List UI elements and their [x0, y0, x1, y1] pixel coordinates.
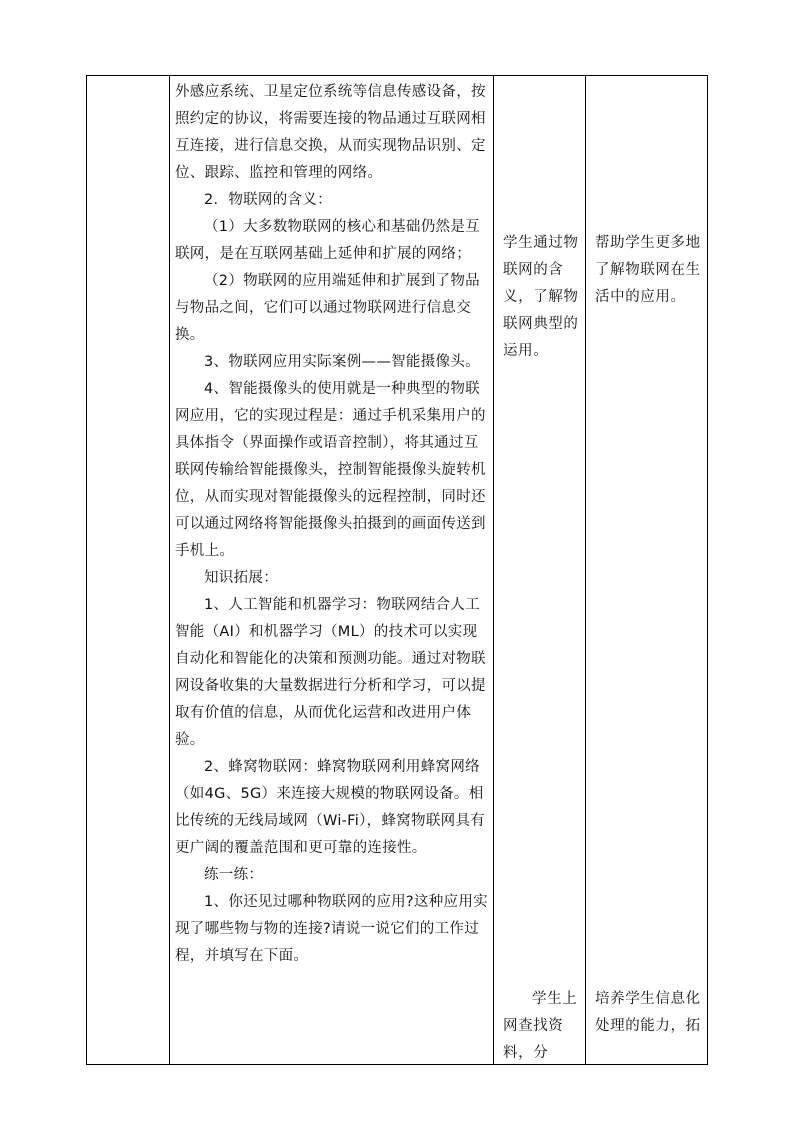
content-paragraph: 知识拓展：	[204, 570, 278, 586]
student-activity-text: 学生通过物联网的含义，了解物联网典型的运用。	[503, 235, 579, 359]
content-paragraph: 4、智能摄像头的使用就是一种典型的物联网应用，它的实现过程是：通过手机采集用户的具体指令（界面操作或语音控制），将其通过互联网传输给智能摄像头，控制智能摄像头旋转机位，从而实现对智能摄像头的远程控制，同时还可以通过网络将智能摄像头拍摄到的画面传送到手机上。	[175, 381, 486, 559]
student-activity-text: 学生上网查找资料，分	[503, 991, 578, 1061]
content-paragraph: （1）大多数物联网的核心和基础仍然是互联网，是在互联网基础上延伸和扩展的网络；	[175, 219, 480, 262]
content-paragraph: 练一练：	[204, 867, 264, 883]
content-paragraph: 3、物联网应用实际案例——智能摄像头。	[204, 354, 480, 370]
content-paragraph: 1、你还见过哪种物联网的应用?这种应用实现了哪些物与物的连接?请说一说它们的工作过程，并填写在下面。	[175, 894, 488, 964]
design-intent-text: 帮助学生更多地了解物联网在生活中的应用。	[595, 235, 701, 305]
content-paragraph: （2）物联网的应用端延伸和扩展到了物品与物品之间，它们可以通过物联网进行信息交换。	[175, 273, 480, 343]
student-activity-cell	[495, 76, 585, 1064]
content-paragraph: 2．物联网的含义：	[204, 192, 332, 208]
column-divider	[493, 76, 494, 1064]
teaching-content-cell	[171, 76, 493, 1064]
column-divider	[169, 76, 170, 1064]
teaching-content	[171, 76, 493, 970]
column-divider	[585, 76, 586, 1064]
lesson-table	[86, 75, 708, 1065]
content-paragraph: 2、蜂窝物联网：蜂窝物联网利用蜂窝网络（如4G、5G）来连接大规模的物联网设备。相比传统的无线局域网（Wi-Fi），蜂窝物联网具有更广阔的覆盖范围和更可靠的连接性。	[175, 759, 486, 856]
design-intent-cell	[587, 76, 707, 1064]
content-paragraph: 1、人工智能和机器学习：物联网结合人工智能（AI）和机器学习（ML）的技术可以实现自动化和智能化的决策和预测功能。通过对物联网设备收集的大量数据进行分析和学习，可以提取有价值的信息，从而优化运营和改进用户体验。	[175, 597, 486, 748]
content-paragraph: 外感应系统、卫星定位系统等信息传感设备，按照约定的协议，将需要连接的物品通过互联网相互连接，进行信息交换，从而实现物品识别、定位、跟踪、监控和管理的网络。	[175, 84, 486, 181]
design-intent-text: 培养学生信息化处理的能力，拓	[595, 991, 701, 1034]
